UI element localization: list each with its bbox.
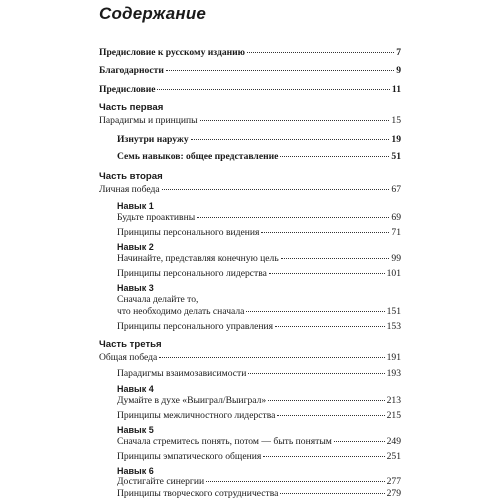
toc-page-number: 51 (391, 151, 401, 162)
toc-page-number: 7 (396, 47, 401, 58)
leader-dots (280, 156, 389, 157)
toc-entry-label: Будьте проактивны (117, 212, 196, 223)
leader-dots (162, 189, 390, 190)
toc-entry-preface[interactable] (99, 84, 401, 96)
habit-1-label: Навык 1 (117, 201, 154, 211)
toc-entry-label: Сначала стремитесь понять, потом — быть понятым (117, 436, 332, 447)
toc-entry-label: Начинайте, представляя конечную цель (117, 253, 279, 264)
toc-entry-interdependence-paradigms[interactable] (117, 368, 401, 380)
toc-page-number: 15 (391, 115, 401, 126)
leader-dots (334, 441, 385, 442)
leader-dots (197, 217, 389, 218)
leader-dots (157, 89, 389, 90)
leader-dots (248, 373, 384, 374)
toc-entry-label: Принципы персонального видения (117, 227, 260, 238)
toc-entry-label: Достигайте синергии (117, 476, 205, 487)
leader-dots (277, 415, 384, 416)
habit-5-label: Навык 5 (117, 425, 154, 435)
toc-entry-label: Предисловие (99, 84, 156, 95)
leader-dots (281, 258, 390, 259)
habit-3-label: Навык 3 (117, 283, 154, 293)
toc-page-number: 215 (386, 410, 401, 421)
leader-dots (269, 273, 385, 274)
toc-entry-label: Парадигмы и принципы (99, 115, 198, 126)
toc-entry-label: Думайте в духе «Выиграл/Выиграл» (117, 395, 267, 406)
toc-entry-acknowledgements[interactable] (99, 65, 401, 77)
toc-page-number: 11 (391, 84, 401, 95)
toc-entry-label: Принципы межличностного лидерства (117, 410, 276, 421)
habit-6-label: Навык 6 (117, 466, 154, 476)
toc-page-number: 277 (386, 476, 401, 487)
leader-dots (280, 493, 384, 494)
toc-page-number: 251 (386, 451, 401, 462)
toc-entry-public-victory[interactable] (99, 352, 401, 364)
toc-page-number: 67 (391, 184, 401, 195)
toc-entry-habit-3[interactable] (117, 306, 401, 318)
toc-entry-paradigms-principles[interactable] (99, 115, 401, 127)
toc-entry-habit-4[interactable] (117, 395, 401, 407)
toc-page-number: 101 (386, 268, 401, 279)
toc-entry-label: что необходимо делать сначала (117, 306, 245, 317)
toc-page-number: 151 (386, 306, 401, 317)
toc-entry-label: Парадигмы взаимозависимости (117, 368, 247, 379)
toc-page-number: 69 (391, 212, 401, 223)
toc-page-number: 279 (386, 488, 401, 499)
toc-page-number: 9 (396, 65, 401, 76)
toc-entry-label: Личная победа (99, 184, 160, 195)
toc-entry-label: Благодарности (99, 65, 164, 76)
toc-entry-habit-4-principles[interactable] (117, 410, 401, 422)
toc-entry-label: Семь навыков: общее представление (117, 151, 279, 162)
toc-page-number: 213 (386, 395, 401, 406)
toc-entry-habit-6-principles[interactable] (117, 488, 401, 500)
toc-entry-habit-3-line-1: Сначала делайте то, (117, 294, 199, 305)
toc-entry-habit-1-principles[interactable] (117, 227, 401, 239)
leader-dots (206, 481, 384, 482)
toc-entry-label: Изнутри наружу (117, 134, 189, 145)
toc-entry-habit-2-principles[interactable] (117, 268, 401, 280)
toc-entry-label: Принципы персонального лидерства (117, 268, 267, 279)
leader-dots (246, 311, 384, 312)
toc-entry-label: Принципы творческого сотрудничества (117, 488, 279, 499)
toc-entry-russian-preface[interactable] (99, 47, 401, 59)
leader-dots (275, 326, 385, 327)
part-two-title: Часть вторая (99, 171, 163, 182)
toc-entry-habit-1[interactable] (117, 212, 401, 224)
toc-entry-label: Принципы эмпатического общения (117, 451, 262, 462)
habit-2-label: Навык 2 (117, 242, 154, 252)
toc-page-number: 99 (391, 253, 401, 264)
leader-dots (191, 139, 390, 140)
part-one-title: Часть первая (99, 102, 164, 113)
habit-4-label: Навык 4 (117, 384, 154, 394)
toc-entry-label: Общая победа (99, 352, 158, 363)
leader-dots (200, 120, 390, 121)
toc-entry-label: Принципы персонального управления (117, 321, 274, 332)
toc-page-number: 153 (386, 321, 401, 332)
leader-dots (166, 70, 394, 71)
toc-entry-habit-5-principles[interactable] (117, 451, 401, 463)
toc-page-number: 191 (386, 352, 401, 363)
leader-dots (261, 232, 389, 233)
toc-page-number: 193 (386, 368, 401, 379)
part-three-title: Часть третья (99, 339, 162, 350)
toc-entry-habit-5[interactable] (117, 436, 401, 448)
leader-dots (159, 357, 384, 358)
toc-page-number: 249 (386, 436, 401, 447)
leader-dots (247, 52, 394, 53)
toc-entry-inside-out[interactable] (117, 134, 401, 146)
toc-entry-habit-2[interactable] (117, 253, 401, 265)
toc-page-number: 71 (391, 227, 401, 238)
toc-entry-seven-habits-overview[interactable] (117, 151, 401, 163)
leader-dots (263, 456, 384, 457)
toc-page-number: 19 (391, 134, 401, 145)
toc-entry-habit-6[interactable] (117, 476, 401, 488)
toc-entry-habit-3-principles[interactable] (117, 321, 401, 333)
page-title: Содержание (99, 4, 207, 23)
toc-entry-label: Предисловие к русскому изданию (99, 47, 246, 58)
leader-dots (268, 400, 384, 401)
toc-entry-private-victory[interactable] (99, 184, 401, 196)
